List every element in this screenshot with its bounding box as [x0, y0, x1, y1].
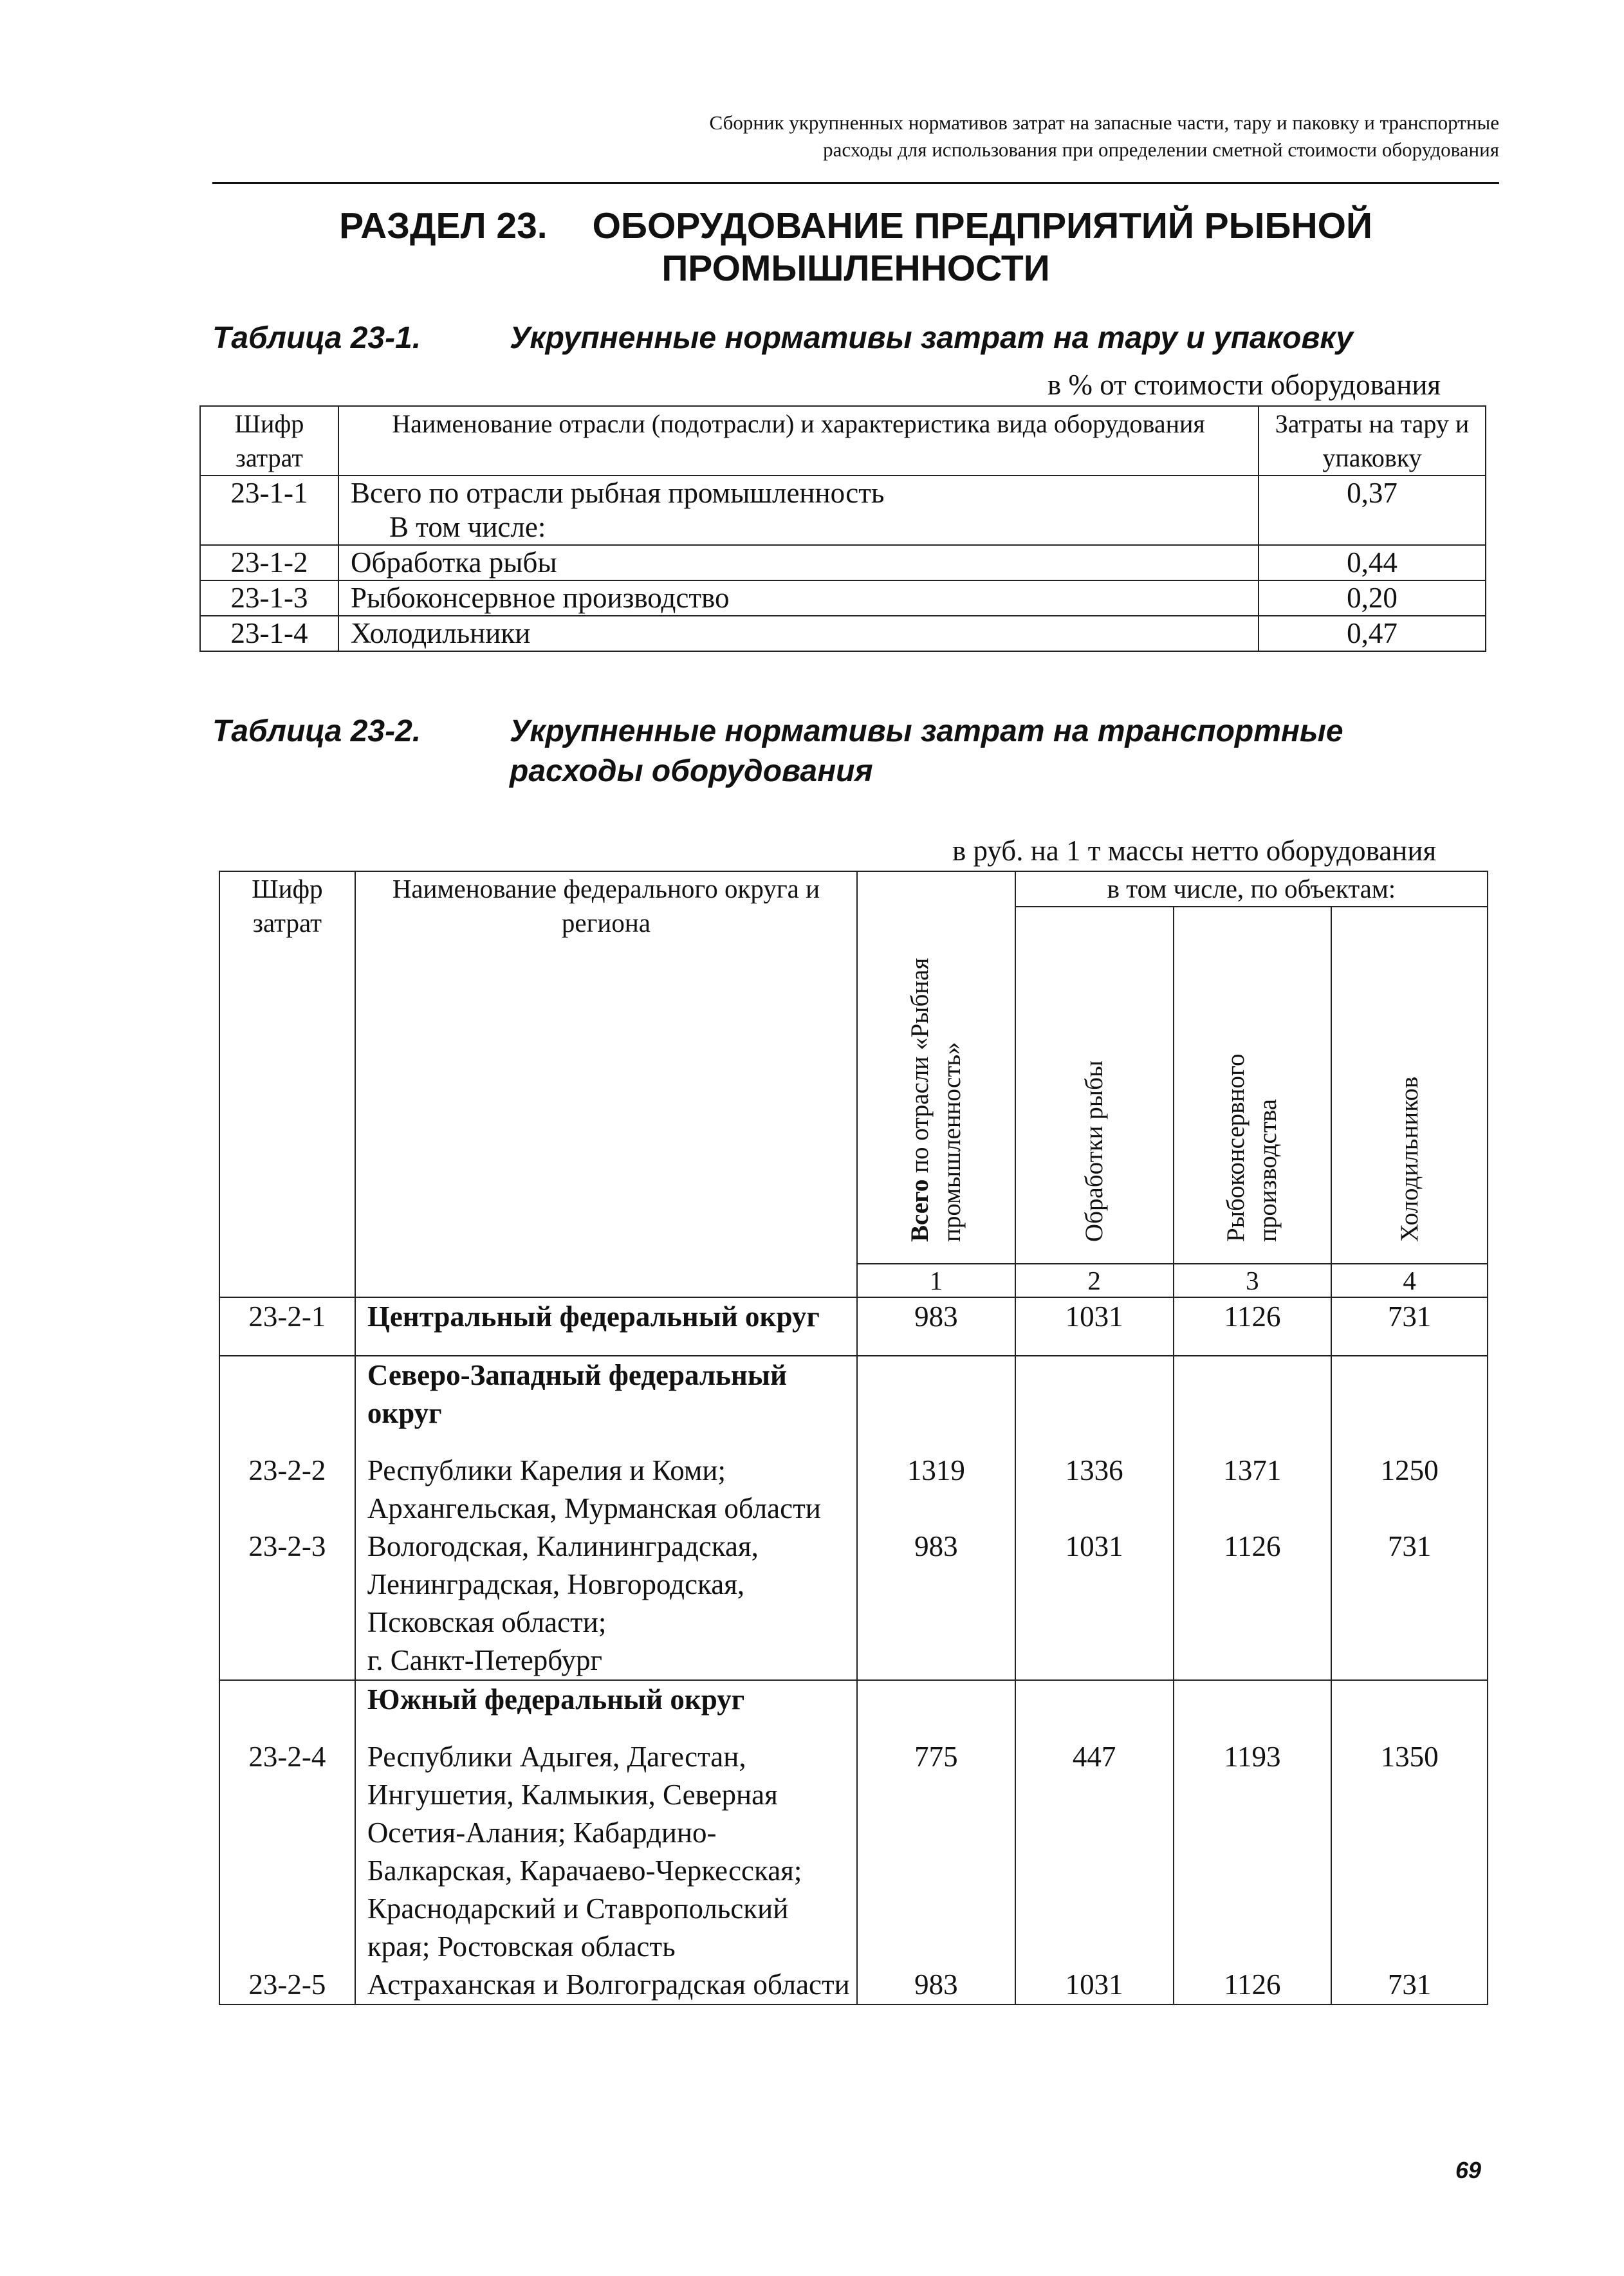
total-header-text	[904, 864, 968, 1242]
table1-header-code: Шифр затрат	[200, 406, 338, 476]
running-header	[212, 109, 1499, 163]
row-code: 23-1-3	[200, 580, 338, 616]
table1	[199, 405, 1486, 652]
empty-cell	[1015, 1356, 1174, 1452]
empty-cell	[1174, 1356, 1332, 1452]
region-heading	[355, 1356, 857, 1452]
table1-label: Таблица 23-1.	[212, 321, 421, 355]
row-value-cold: 731	[1331, 1297, 1488, 1356]
total-header-rest: по отрасли «Рыбная промышленность»	[905, 958, 966, 1242]
row-value-canning: 1126	[1174, 1528, 1332, 1680]
row-name: Астраханская и Волгоградская области	[355, 1966, 857, 2004]
row-code: 23-1-4	[200, 616, 338, 651]
row-code: 23-2-5	[219, 1966, 355, 2004]
row-name: Республики Карелия и Коми; Архангельская, Мурманская области	[355, 1452, 857, 1528]
row-name	[355, 1528, 857, 1680]
row-value-fish: 1031	[1015, 1966, 1174, 2004]
row-code: 23-1-2	[200, 545, 338, 580]
section-number: РАЗДЕЛ 23.	[339, 205, 548, 246]
table-row	[219, 1528, 1488, 1680]
table2-header-row	[219, 871, 1488, 907]
table-row	[219, 1738, 1488, 1966]
table1-header-row	[200, 406, 1486, 476]
table2-title	[510, 712, 1500, 791]
row-value-canning: 1193	[1174, 1738, 1332, 1966]
row-value-fish: 1031	[1015, 1528, 1174, 1680]
running-header-line1: Сборник укрупненных нормативов затрат на запасные части, тару и паковку и транспортные	[709, 111, 1499, 134]
column-number: 3	[1174, 1264, 1332, 1297]
section-title-line1: ОБОРУДОВАНИЕ ПРЕДПРИЯТИЙ РЫБНОЙ	[592, 205, 1372, 246]
table-row	[219, 1680, 1488, 1738]
row-value-total: 983	[857, 1297, 1015, 1356]
row-name	[338, 476, 1259, 545]
row-code: 23-2-4	[219, 1738, 355, 1966]
fish-header-text: Обработки рыбы	[1080, 1060, 1108, 1242]
row-value-fish: 1031	[1015, 1297, 1174, 1356]
row-name	[355, 1297, 857, 1356]
table-row	[219, 1297, 1488, 1356]
row-name-text: Всего по отрасли рыбная промышленность	[351, 477, 885, 509]
row-value-cold: 1350	[1331, 1738, 1488, 1966]
table-row	[219, 1966, 1488, 2004]
row-code-empty	[219, 1356, 355, 1452]
table-row	[200, 545, 1486, 580]
row-value: 0,47	[1259, 616, 1486, 651]
row-code: 23-2-3	[219, 1528, 355, 1680]
table-row	[200, 580, 1486, 616]
region-title: Южный федеральный округ	[367, 1683, 745, 1716]
row-value-canning: 1126	[1174, 1297, 1332, 1356]
cold-header-text: Холодильников	[1395, 1076, 1423, 1242]
row-value-cold: 731	[1331, 1528, 1488, 1680]
section-title-line2: ПРОМЫШЛЕННОСТИ	[661, 248, 1050, 289]
column-number: 2	[1015, 1264, 1174, 1297]
empty-cell	[1331, 1680, 1488, 1738]
row-name-text: Вологодская, Калининградская, Ленинградская, Новгородская, Псковская области;	[367, 1530, 759, 1638]
table2-header-cold	[1331, 907, 1488, 1264]
table1-title: Укрупненные нормативы затрат на тару и упаковку	[510, 321, 1353, 355]
table2-title-line2: расходы оборудования	[510, 754, 873, 788]
row-value-fish: 1336	[1015, 1452, 1174, 1528]
row-name: Обработка рыбы	[338, 545, 1259, 580]
row-value-total: 983	[857, 1966, 1015, 2004]
table1-caption	[212, 319, 1499, 358]
running-header-line2: расходы для использования при определении сметной стоимости оборудования	[823, 138, 1499, 161]
empty-cell	[857, 1356, 1015, 1452]
table-row	[219, 1356, 1488, 1452]
header-divider	[212, 182, 1499, 184]
row-value-canning: 1371	[1174, 1452, 1332, 1528]
table-row	[200, 616, 1486, 651]
table2-caption	[212, 712, 1499, 791]
row-code-empty	[219, 1680, 355, 1738]
table2-header-total	[857, 871, 1015, 1264]
row-subtitle: В том числе:	[389, 511, 546, 543]
table1-header-name: Наименование отрасли (подотрасли) и характеристика вида оборудования	[338, 406, 1259, 476]
row-value: 0,20	[1259, 580, 1486, 616]
table2-unit: в руб. на 1 т массы нетто оборудования	[952, 835, 1437, 867]
row-value-fish: 447	[1015, 1738, 1174, 1966]
column-number: 1	[857, 1264, 1015, 1297]
row-value-canning: 1126	[1174, 1966, 1332, 2004]
empty-cell	[857, 1680, 1015, 1738]
table2-header-code: Шифр затрат	[219, 871, 355, 1297]
region-heading	[355, 1680, 857, 1738]
table2	[219, 871, 1488, 2005]
page-number: 69	[1455, 2157, 1482, 2183]
empty-cell	[1331, 1356, 1488, 1452]
row-code: 23-2-2	[219, 1452, 355, 1528]
total-header-bold: Всего	[905, 1179, 934, 1242]
empty-cell	[1015, 1680, 1174, 1738]
row-name: Рыбоконсервное производство	[338, 580, 1259, 616]
section-title	[212, 205, 1499, 290]
row-name: Республики Адыгея, Дагестан, Ингушетия, Калмыкия, Северная Осетия-Алания; Кабардино-Балкарская, Карачаево-Черкесская; Краснодарский и Ставропольский края; Ростовская область	[355, 1738, 857, 1966]
table2-header-fish	[1015, 907, 1174, 1264]
row-value-total: 775	[857, 1738, 1015, 1966]
row-value: 0,44	[1259, 545, 1486, 580]
region-title: Центральный федеральный округ	[367, 1300, 820, 1333]
canning-header-text: Рыбоконсервного производства	[1222, 1053, 1282, 1242]
table2-label: Таблица 23-2.	[212, 714, 421, 748]
row-value: 0,37	[1259, 476, 1486, 545]
table1-header-cost: Затраты на тару и упаковку	[1259, 406, 1486, 476]
table2-title-line1: Укрупненные нормативы затрат на транспортные	[510, 714, 1343, 748]
row-value-cold: 731	[1331, 1966, 1488, 2004]
column-number: 4	[1331, 1264, 1488, 1297]
table1-unit: в % от стоимости оборудования	[1047, 369, 1441, 401]
row-code: 23-2-1	[219, 1297, 355, 1356]
row-value-cold: 1250	[1331, 1452, 1488, 1528]
row-value-total: 1319	[857, 1452, 1015, 1528]
row-value-total: 983	[857, 1528, 1015, 1680]
row-name: Холодильники	[338, 616, 1259, 651]
table-row	[219, 1452, 1488, 1528]
empty-cell	[1174, 1680, 1332, 1738]
region-title: Северо-Западный федеральный округ	[367, 1359, 787, 1429]
table2-header-canning	[1174, 907, 1332, 1264]
table-row	[200, 476, 1486, 545]
table2-header-name: Наименование федерального округа и региона	[355, 871, 857, 1297]
row-name-city: г. Санкт-Петербург	[367, 1644, 602, 1676]
table2-header-group: в том числе, по объектам:	[1015, 871, 1488, 907]
row-code: 23-1-1	[200, 476, 338, 545]
